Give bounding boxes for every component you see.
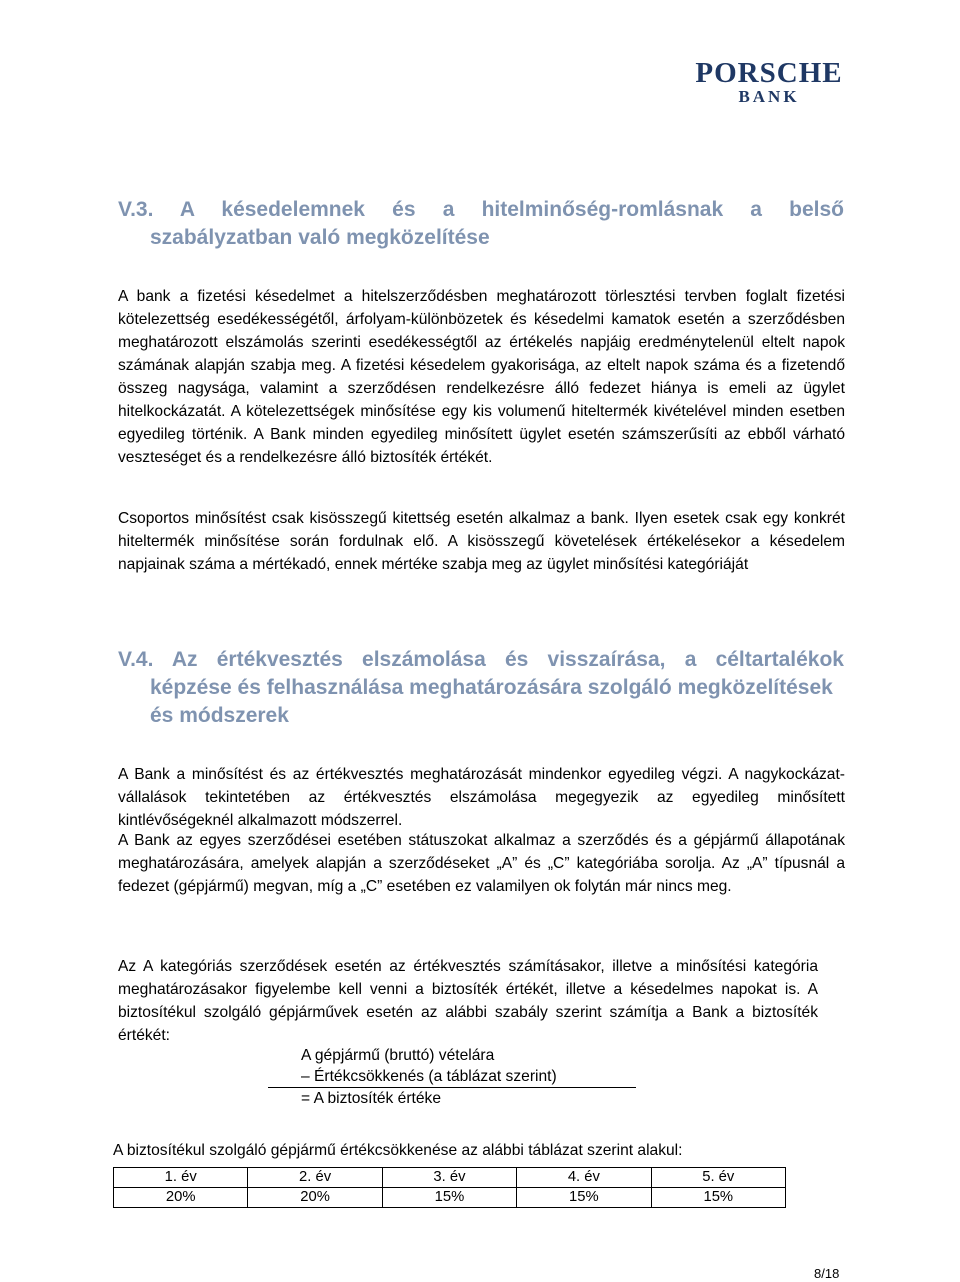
- section-3-paragraph-2: Csoportos minősítést csak kisösszegű kitettség esetén alkalmaz a bank. Ilyen esetek csak egy konkrét hiteltermék minősítése során fordulnak elő. A kisösszegű követelések értékelésekor a késedelem napjainak száma a mértékadó, ennek mértéke szabja meg az ügylet minősítési kategóriáját: [118, 510, 845, 573]
- section-4-heading: [118, 646, 844, 730]
- porsche-bank-logo: [664, 58, 874, 106]
- table-header-cell: 2. év: [248, 1168, 382, 1188]
- section-4-paragraph-2: A Bank az egyes szerződései esetében státuszokat alkalmaz a szerződés és a gépjármű állapotának meghatározására, amelyek alapján a szerződéseket „A” és „C” kategóriába sorolja. Az „A” típusnál a fedezet (gépjármű) megvan, míg a „C” esetében ez valamilyen ok folytán már nincs meg.: [118, 832, 845, 895]
- table-header-cell: 5. év: [651, 1168, 785, 1188]
- section-4-heading-line2: képzése és felhasználása meghatározására szolgáló megközelítések: [150, 676, 833, 699]
- table-cell: 15%: [517, 1188, 651, 1208]
- table-header-cell: 1. év: [114, 1168, 248, 1188]
- formula-line-3: = A biztosíték értéke: [301, 1090, 441, 1107]
- table-row: [114, 1168, 786, 1188]
- table-header-cell: 3. év: [382, 1168, 516, 1188]
- table-row: [114, 1188, 786, 1208]
- formula-line-1: A gépjármű (bruttó) vételára: [301, 1047, 495, 1064]
- section-3-heading-line2: szabályzatban való megközelítése: [150, 226, 490, 249]
- section-3-heading-line1: V.3. A késedelemnek és a hitelminőség-romlásnak a belső: [118, 198, 845, 221]
- logo-line2: BANK: [738, 87, 800, 106]
- depreciation-table: [113, 1167, 786, 1208]
- section-4-heading-line3: és módszerek: [150, 704, 289, 727]
- page-number: 8/18: [814, 1266, 840, 1281]
- table-cell: 15%: [651, 1188, 785, 1208]
- table-header-cell: 4. év: [517, 1168, 651, 1188]
- section-4-heading-line1: V.4. Az értékvesztés elszámolása és visszaírása, a céltartalékok: [118, 648, 844, 671]
- section-3-heading: [118, 196, 844, 252]
- section-3-paragraph-1: A bank a fizetési késedelmet a hitelszerződésben meghatározott törlesztési tervben foglalt fizetési kötelezettség esedékességétől, árfolyam-különbözetek és késedelmi kamatok esetén a szerződésben meghatározott elszámolás szerinti esedékességtől az értékelés napjáig eredménytelenül eltelt napok számának alapján szabja meg. A fizetési késedelem gyakorisága, az eltelt napok száma és a fizetendő összeg nagysága, valamint a szerződésen rendelkezésre álló fedezet hiánya is emeli az ügylet hitelkockázatát. A kötelezettségek minősítése egy kis volumenű hiteltermék kivételével minden esetben egyedileg történik. A Bank minden egyedileg minősített ügylet esetén számszerűsíti az ebből várható veszteséget és a rendelkezésre álló biztosíték értékét.: [118, 288, 845, 466]
- table-cell: 20%: [114, 1188, 248, 1208]
- collateral-formula: [268, 1045, 636, 1109]
- section-4-paragraph-1: A Bank a minősítést és az értékvesztés meghatározását mindenkor egyedileg végzi. A nagykockázat-vállalások tekintetében az értékvesztés elszámolása megegyezik az egyedileg minősített kintlévőségeknél alkalmazott módszerrel.: [118, 766, 845, 829]
- logo-line1: PORSCHE: [695, 57, 843, 89]
- table-cell: 20%: [248, 1188, 382, 1208]
- section-4-paragraph-4: A biztosítékul szolgáló gépjármű értékcsökkenése az alábbi táblázat szerint alakul:: [113, 1142, 683, 1159]
- formula-line-2: – Értékcsökkenés (a táblázat szerint): [268, 1066, 636, 1088]
- table-cell: 15%: [382, 1188, 516, 1208]
- section-4-paragraph-3: Az A kategóriás szerződések esetén az értékvesztés számításakor, illetve a minősítési kategória meghatározásakor figyelembe kell venni a biztosíték értékét, illetve a késedelmes napokat is. A biztosítékul szolgáló gépjárművek esetén az alábbi szabály szerint számítja a Bank a biztosíték értékét:: [118, 958, 818, 1044]
